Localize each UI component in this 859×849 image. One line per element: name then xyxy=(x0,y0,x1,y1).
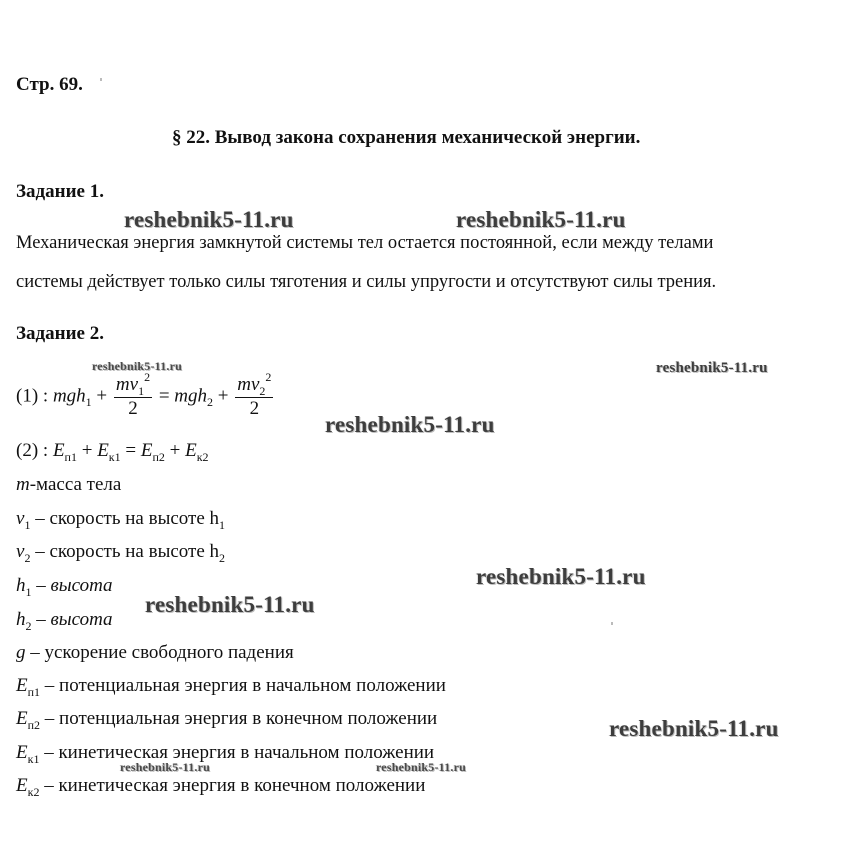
def-Ep2-sub: п2 xyxy=(27,718,41,732)
watermark: reshebnik5-11.ru xyxy=(325,412,495,437)
def-Ep1-text: – потенциальная энергия в начальном положении xyxy=(40,675,446,696)
eq1-h2: h xyxy=(197,385,208,407)
watermark: reshebnik5-11.ru xyxy=(656,360,768,376)
def-g-sym: g xyxy=(16,642,26,663)
def-Ek2-text: – кинетическая энергия в конечном положении xyxy=(39,775,426,796)
eq1-frac2-m: m xyxy=(237,374,251,395)
def-m-sym: m xyxy=(16,474,30,495)
eq1-frac1-sub: 1 xyxy=(138,384,145,398)
def-h2-sym: h xyxy=(16,609,26,630)
eq1-frac2-den: 2 xyxy=(249,398,260,419)
def-v1-text: – скорость на высоте h xyxy=(30,508,220,529)
eq1-g: g xyxy=(66,385,77,407)
def-g xyxy=(16,642,294,664)
def-Ep1 xyxy=(16,675,446,697)
eq1-fraction-2 xyxy=(235,370,273,420)
def-h1-sym: h xyxy=(16,575,26,596)
scan-speck xyxy=(100,78,102,81)
watermark: reshebnik5-11.ru xyxy=(476,564,646,589)
eq2-E4: E xyxy=(185,440,197,461)
scan-speck-2 xyxy=(611,622,613,625)
def-v1 xyxy=(16,508,225,530)
watermark: reshebnik5-11.ru xyxy=(124,207,294,232)
def-Ep2-text: – потенциальная энергия в конечном положении xyxy=(40,708,438,729)
def-v1-sub: 1 xyxy=(24,518,31,532)
section-title: § 22. Вывод закона сохранения механической энергии. xyxy=(172,127,641,148)
def-h1-text: – высота xyxy=(31,575,113,596)
watermark: reshebnik5-11.ru xyxy=(609,716,779,741)
eq1-m2: m xyxy=(174,385,189,407)
def-Ep1-sub: п1 xyxy=(27,685,41,699)
task1-line-2: системы действует только силы тяготения и силы упругости и отсутствуют силы трения. xyxy=(16,272,717,292)
def-h1-sub: 1 xyxy=(25,585,32,599)
eq1-frac2-v: v xyxy=(250,374,260,395)
def-g-text: – ускорение свободного падения xyxy=(25,642,294,663)
def-Ep1-sym: E xyxy=(16,675,28,696)
def-h2-text: – высота xyxy=(31,609,113,630)
task1-line-1: Механическая энергия замкнутой системы тел остается постоянной, если между телами xyxy=(16,233,714,253)
eq1-h-sub1: 1 xyxy=(85,395,92,410)
def-h2 xyxy=(16,609,113,631)
def-Ek1-text: – кинетическая энергия в начальном положении xyxy=(39,742,435,763)
def-v2-tail-sub: 2 xyxy=(219,551,226,565)
eq2-plus-2: + xyxy=(164,440,186,461)
eq2-label: (2) : xyxy=(16,440,53,461)
eq1-label: (1) : xyxy=(16,385,53,407)
equation-1 xyxy=(16,370,275,420)
task2-heading: Задание 2. xyxy=(16,323,104,344)
def-Ep2 xyxy=(16,708,437,730)
eq2-sub-p1: п1 xyxy=(64,450,77,464)
eq1-equals: = xyxy=(154,385,175,407)
eq1-m: m xyxy=(52,385,67,407)
eq2-equals: = xyxy=(120,440,141,461)
def-v2-sub: 2 xyxy=(24,551,31,565)
watermark: reshebnik5-11.ru xyxy=(92,359,182,373)
def-v2 xyxy=(16,541,225,563)
def-Ek2-sym: E xyxy=(16,775,28,796)
eq1-plus-1: + xyxy=(91,385,112,407)
eq2-sub-k1: к1 xyxy=(108,450,121,464)
eq1-h: h xyxy=(76,385,86,407)
def-v1-sym: v xyxy=(16,508,25,529)
eq2-E1: E xyxy=(52,440,65,461)
watermark: reshebnik5-11.ru xyxy=(145,592,315,617)
eq1-frac1-m: m xyxy=(115,374,130,395)
def-v2-sym: v xyxy=(16,541,25,562)
eq1-frac1-v: v xyxy=(129,374,139,395)
def-Ek1-sub: к1 xyxy=(27,752,40,766)
def-m-text: -масса тела xyxy=(29,474,122,495)
def-Ek1 xyxy=(16,742,434,764)
eq2-plus-1: + xyxy=(76,440,98,461)
def-m xyxy=(16,474,121,496)
eq2-sub-p2: п2 xyxy=(152,450,165,464)
task1-heading: Задание 1. xyxy=(16,181,104,202)
eq1-frac2-sub: 2 xyxy=(259,384,266,398)
eq1-frac1-sup: 2 xyxy=(144,370,151,384)
eq2-E2: E xyxy=(97,440,109,461)
def-h2-sub: 2 xyxy=(25,619,32,633)
def-h1 xyxy=(16,575,113,597)
def-v2-text: – скорость на высоте h xyxy=(30,541,220,562)
watermark: reshebnik5-11.ru xyxy=(120,760,210,774)
eq1-fraction-1 xyxy=(114,370,152,420)
eq2-E3: E xyxy=(140,440,153,461)
def-Ek2-sub: к2 xyxy=(27,785,40,799)
eq1-frac1-den: 2 xyxy=(128,398,138,419)
eq1-plus-2: + xyxy=(213,385,234,407)
def-Ep2-sym: E xyxy=(16,708,28,729)
eq2-sub-k2: к2 xyxy=(196,450,209,464)
page-label: Стр. 69. xyxy=(16,74,83,95)
def-v1-tail-sub: 1 xyxy=(219,518,226,532)
def-Ek2 xyxy=(16,775,425,797)
def-Ek1-sym: E xyxy=(16,742,28,763)
eq1-g2: g xyxy=(188,385,198,407)
eq1-frac2-sup: 2 xyxy=(265,370,272,384)
watermark: reshebnik5-11.ru xyxy=(376,760,466,774)
equation-2 xyxy=(16,440,209,462)
eq1-h-sub2: 2 xyxy=(207,395,214,410)
watermark: reshebnik5-11.ru xyxy=(456,207,626,232)
